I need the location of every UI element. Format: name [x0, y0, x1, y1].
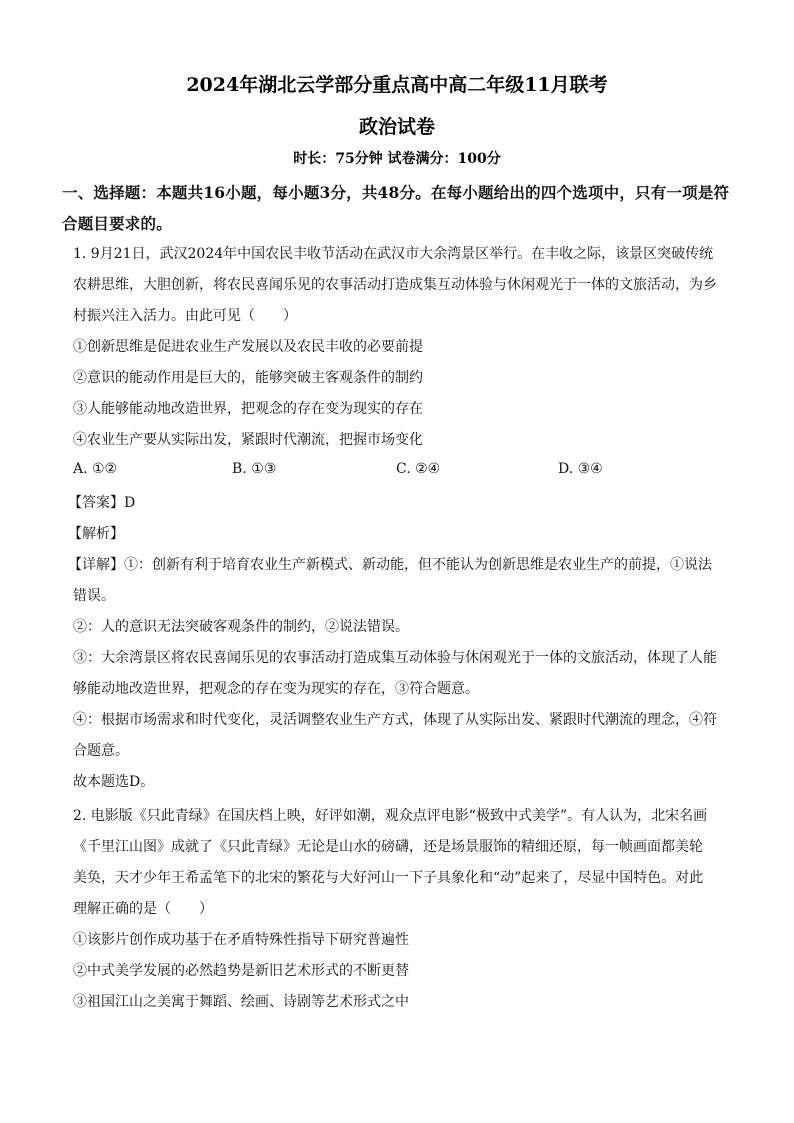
- q1-answer: 【答案】D: [68, 495, 136, 511]
- exam-title: 2024年湖北云学部分重点高中高二年级11月联考: [186, 74, 608, 96]
- q1-option-c: C. ②④: [396, 461, 441, 477]
- q1-detail-line: ②：人的意识无法突破客观条件的制约，②说法错误。: [73, 619, 409, 635]
- q1-analysis-label: 【解析】: [68, 526, 124, 542]
- q2-stem-line: 《千里江山图》成就了《只此青绿》无论是山水的磅礴，还是场景服饰的精细还原，每一帧画面都美轮: [73, 839, 703, 855]
- q1-option-d: D. ③④: [558, 461, 603, 477]
- q2-statement: ②中式美学发展的必然趋势是新旧艺术形式的不断更替: [73, 963, 409, 979]
- q2-stem-line: 2. 电影版《只此青绿》在国庆档上映，好评如潮，观众点评电影“极致中式美学”。有人认为，北宋名画: [73, 808, 708, 824]
- q1-stem-line: 1. 9月21日，武汉2024年中国农民丰收节活动在武汉市大余湾景区举行。在丰收之际，该景区突破传统: [73, 246, 714, 262]
- q1-statement: ③人能够能动地改造世界，把观念的存在变为现实的存在: [73, 401, 423, 417]
- q1-statement: ①创新思维是促进农业生产发展以及农民丰收的必要前提: [73, 339, 423, 355]
- q1-detail-line: 够能动地改造世界，把观念的存在变为现实的存在，③符合题意。: [73, 681, 479, 697]
- q2-statement: ①该影片创作成功基于在矛盾特殊性指导下研究普遍性: [73, 932, 409, 948]
- q1-detail-line: ④：根据市场需求和时代变化，灵活调整农业生产方式，体现了从实际出发、紧跟时代潮流的理念，④符: [73, 712, 717, 728]
- q1-detail-line: 【详解】①：创新有利于培育农业生产新模式、新动能，但不能认为创新思维是农业生产的前提，①说法: [68, 557, 712, 573]
- q1-option-a: A. ①②: [73, 461, 118, 477]
- q2-statement: ③祖国江山之美寓于舞蹈、绘画、诗剧等艺术形式之中: [73, 994, 409, 1010]
- q1-stem-line: 村振兴注入活力。由此可见（ ）: [73, 308, 297, 324]
- exam-info: 时长：75分钟 试卷满分：100分: [293, 151, 501, 167]
- q1-statement: ②意识的能动作用是巨大的，能够突破主客观条件的制约: [73, 370, 423, 386]
- q1-statement: ④农业生产要从实际出发，紧跟时代潮流，把握市场变化: [73, 432, 423, 448]
- q2-stem-line: 理解正确的是（ ）: [73, 901, 213, 917]
- subject-title: 政治试卷: [358, 116, 435, 138]
- section-heading: 一、选择题：本题共16小题，每小题3分，共48分。在每小题给出的四个选项中，只有一项是符合题目要求的。: [62, 183, 730, 233]
- q1-detail-line: 合题意。: [73, 743, 129, 759]
- q2-stem-line: 美奂，天才少年王希孟笔下的北宋的繁花与大好河山一下子具象化和“动”起来了，尽显中国特色。对此: [73, 870, 704, 886]
- q1-option-b: B. ①③: [232, 461, 277, 477]
- q1-detail-line: ③：大余湾景区将农民喜闻乐见的农事活动打造成集互动体验与休闲观光于一体的文旅活动，体现了人能: [73, 650, 717, 666]
- q1-stem-line: 农耕思维，大胆创新，将农民喜闻乐见的农事活动打造成集互动体验与休闲观光于一体的文旅活动，为乡: [73, 277, 717, 293]
- q1-detail-line: 错误。: [73, 588, 115, 604]
- q1-conclusion: 故本题选D。: [73, 774, 155, 790]
